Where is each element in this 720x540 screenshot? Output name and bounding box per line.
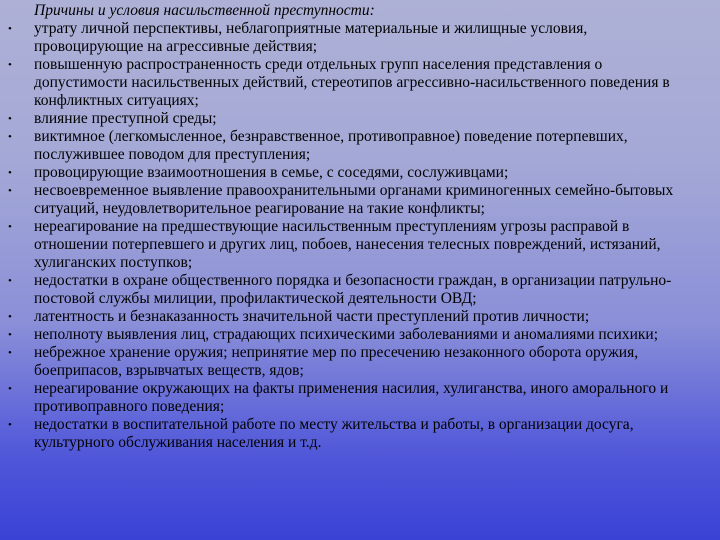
list-item bbox=[0, 182, 720, 218]
list-item bbox=[0, 380, 720, 416]
causes-list bbox=[0, 20, 720, 452]
list-item-text: небрежное хранение оружия; непринятие мер по пресечению незаконного оборота оружия, боеприпасов, взрывчатых веществ, ядов; bbox=[34, 344, 639, 379]
list-item-text: нереагирование на предшествующие насильственным преступлениям угрозы расправой в отношении потерпевшего и других лиц, побоев, нанесения телесных повреждений, истязаний, хулиганских поступков; bbox=[34, 218, 661, 271]
bullet-icon: • bbox=[8, 329, 12, 341]
bullet-icon: • bbox=[8, 419, 12, 431]
list-item bbox=[0, 272, 720, 308]
bullet-icon: • bbox=[8, 311, 12, 323]
list-item-text: повышенную распространенность среди отдельных групп населения представления о допустимости насильственных действий, стереотипов агрессивно-насильственного поведения в конфликтных ситуациях; bbox=[34, 56, 670, 109]
list-item-text: несвоевременное выявление правоохранительными органами криминогенных семейно-бытовых ситуаций, неудовлетворительное реагирование на такие конфликты; bbox=[34, 182, 674, 217]
bullet-icon: • bbox=[8, 167, 12, 179]
list-item-text: провоцирующие взаимоотношения в семье, с соседями, сослуживцами; bbox=[34, 164, 509, 181]
bullet-icon: • bbox=[8, 23, 12, 35]
list-item bbox=[0, 110, 720, 128]
bullet-icon: • bbox=[8, 113, 12, 125]
list-item bbox=[0, 56, 720, 110]
list-item-text: латентность и безнаказанность значительной части преступлений против личности; bbox=[34, 308, 590, 325]
list-item-text: недостатки в охране общественного порядка и безопасности граждан, в организации патрульно-постовой службы милиции, профилактической деятельности ОВД; bbox=[34, 272, 672, 307]
slide-heading: Причины и условия насильственной преступности: bbox=[34, 2, 375, 19]
list-item-text: утрату личной перспективы, неблагоприятные материальные и жилищные условия, провоцирующие на агрессивные действия; bbox=[34, 20, 588, 55]
list-item-text: недостатки в воспитательной работе по месту жительства и работы, в организации досуга, культурного обслуживания населения и т.д. bbox=[34, 416, 634, 451]
list-item bbox=[0, 20, 720, 56]
bullet-icon: • bbox=[8, 275, 12, 287]
bullet-icon: • bbox=[8, 383, 12, 395]
list-item bbox=[0, 344, 720, 380]
bullet-icon: • bbox=[8, 347, 12, 359]
list-item-text: неполноту выявления лиц, страдающих психическими заболеваниями и аномалиями психики; bbox=[34, 326, 659, 343]
list-item bbox=[0, 416, 720, 452]
list-item-text: нереагирование окружающих на факты применения насилия, хулиганства, иного аморального и противоправного поведения; bbox=[34, 380, 669, 415]
list-item-text: виктимное (легкомысленное, безнравственное, противоправное) поведение потерпевших, послужившее поводом для преступления; bbox=[34, 128, 628, 163]
list-item bbox=[0, 128, 720, 164]
bullet-icon: • bbox=[8, 131, 12, 143]
bullet-icon: • bbox=[8, 59, 12, 71]
list-item-text: влияние преступной среды; bbox=[34, 110, 217, 127]
list-item bbox=[0, 164, 720, 182]
list-item bbox=[0, 308, 720, 326]
bullet-icon: • bbox=[8, 221, 12, 233]
list-item bbox=[0, 218, 720, 272]
list-item bbox=[0, 326, 720, 344]
bullet-icon: • bbox=[8, 185, 12, 197]
